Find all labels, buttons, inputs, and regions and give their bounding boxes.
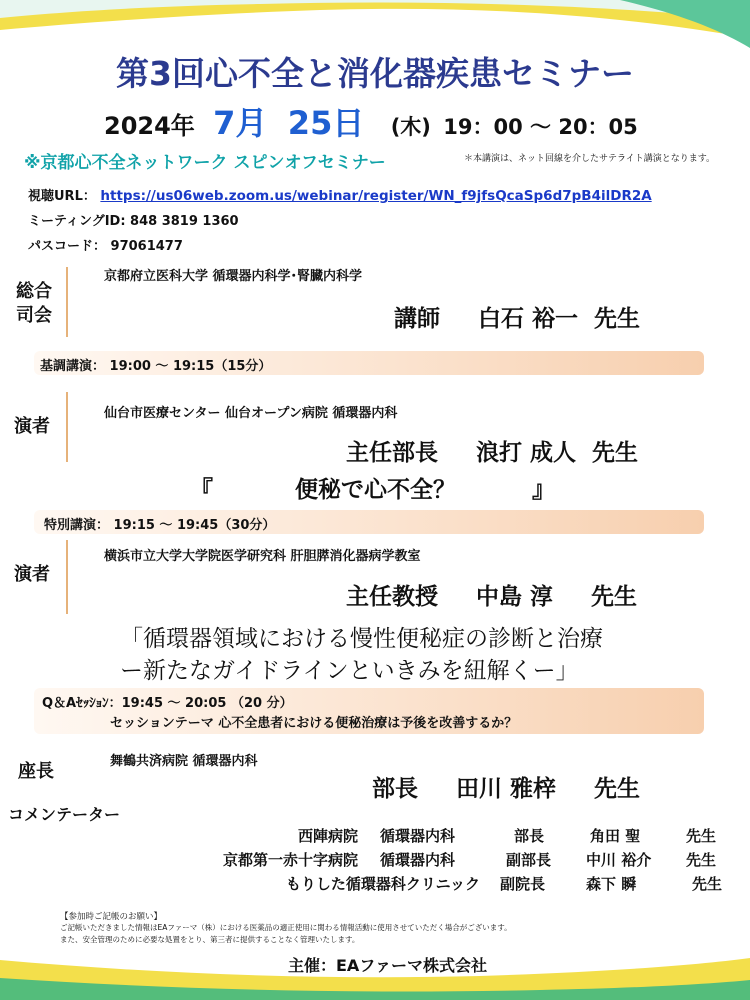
chair-title: 部長 (372, 776, 418, 802)
special-honorific: 先生 (591, 584, 638, 610)
special-name: 中島 淳 (476, 584, 554, 610)
commentator-row (0, 825, 750, 849)
commentator-name: 森下 瞬 (586, 875, 637, 893)
notice-heading: 【参加時ご記帳のお願い】 (60, 912, 163, 922)
keynote-divider (66, 392, 68, 462)
commentator-name: 中川 裕介 (586, 851, 652, 869)
chair-honorific: 先生 (594, 776, 641, 802)
special-lecture-line1: 「循環器領域における慢性便秘症の診断と治療 (120, 626, 603, 652)
moderator-name-line (394, 300, 640, 333)
keynote-lecture-open: 『 (190, 477, 213, 503)
commentator-dept: 循環器内科 (380, 827, 456, 845)
commentator-title: 副院長 (500, 875, 546, 893)
special-time: 特別講演： 19:15 ～ 19:45（30分） (44, 518, 276, 533)
sponsor: 主催：EAファーマ株式会社 (288, 956, 487, 975)
keynote-name-line (346, 434, 638, 467)
moderator-affiliation: 京都府立医科大学 循環器内科学･腎臓内科学 (104, 269, 363, 284)
satellite-note: ＊本講演は、ネット回線を介したサテライト講演となります。 (464, 154, 716, 164)
date-day: 25日 (287, 104, 365, 142)
chair-name: 田川 雅梓 (456, 776, 557, 802)
event-date (104, 98, 638, 144)
special-affiliation: 横浜市立大学大学院医学研究科 肝胆膵消化器病学教室 (104, 549, 421, 564)
special-role: 演者 (14, 564, 50, 585)
commentator-row (0, 873, 750, 897)
commentator-title: 副部長 (506, 851, 552, 869)
network-subtitle: ※京都心不全ネットワーク スピンオフセミナー (24, 153, 386, 173)
moderator-title: 講師 (394, 306, 440, 332)
notice-line1: ご記帳いただきました情報はEAファーマ（株）における医薬品の適正使用に関わる情報活動に使用させていただく場合がございます。 (60, 923, 512, 932)
moderator-honorific: 先生 (594, 306, 641, 332)
commentator-hospital: もりした循環器科クリニック (285, 875, 480, 893)
keynote-lecture (190, 471, 555, 504)
commentator-honorific: 先生 (686, 851, 717, 869)
keynote-title: 主任部長 (346, 440, 438, 466)
keynote-honorific: 先生 (592, 440, 639, 466)
keynote-name: 浪打 成人 (476, 440, 577, 466)
commentator-honorific: 先生 (686, 827, 717, 845)
moderator-name: 白石 裕一 (478, 306, 579, 332)
commentator-dept: 循環器内科 (380, 851, 456, 869)
commentator-hospital: 西陣病院 (297, 827, 358, 845)
date-weekday: (木) (390, 115, 431, 139)
keynote-affiliation: 仙台市医療センター 仙台オープン病院 循環器内科 (104, 406, 398, 421)
url-label: 視聴URL： (28, 189, 96, 204)
keynote-time: 基調講演： 19:00 ～ 19:15（15分） (40, 359, 272, 374)
special-title: 主任教授 (346, 584, 438, 610)
special-name-line (346, 578, 637, 611)
commentator-label: コメンテーター (8, 805, 121, 824)
commentator-row (0, 849, 750, 873)
chair-role: 座長 (18, 761, 54, 782)
qa-theme: セッションテーマ 心不全患者における便秘治療は予後を改善するか？ (110, 716, 518, 731)
date-month: 7月 (213, 104, 268, 142)
qa-time: Q＆Aｾｯｼｮﾝ：19:45 ～ 20:05 （20 分） (42, 696, 293, 711)
keynote-lecture-title: 便秘で心不全？ (295, 477, 457, 503)
special-lecture-line2: ー新たなガイドラインといきみを紐解くー」 (120, 658, 579, 684)
keynote-role: 演者 (14, 416, 50, 437)
notice-line2: また、安全管理のために必要な処置をとり、第三者に提供することなく管理いたします。 (60, 935, 360, 944)
moderator-divider (66, 267, 68, 337)
date-year: 2024年 (104, 112, 195, 140)
url-row (28, 185, 712, 204)
zoom-url-link[interactable]: https://us06web.zoom.us/webinar/register/WN_f9jfsQcaSp6d7pB4ilDR2A (100, 188, 652, 204)
keynote-lecture-close: 』 (532, 477, 556, 503)
commentator-hospital: 京都第一赤十字病院 (222, 851, 358, 869)
date-time: 19：00 ～ 20：05 (443, 115, 638, 139)
special-divider (66, 540, 68, 614)
commentator-honorific: 先生 (692, 875, 723, 893)
commentator-name: 角田 聖 (590, 827, 641, 845)
passcode: パスコード： 97061477 (28, 239, 183, 254)
commentator-title: 部長 (514, 827, 545, 845)
page-title: 第3回心不全と消化器疾患セミナー (116, 54, 634, 93)
moderator-role: 総合 司会 (16, 281, 52, 326)
meeting-id: ミーティングID: 848 3819 1360 (28, 214, 239, 229)
chair-affiliation: 舞鶴共済病院 循環器内科 (110, 754, 258, 769)
chair-name-line (372, 770, 640, 803)
